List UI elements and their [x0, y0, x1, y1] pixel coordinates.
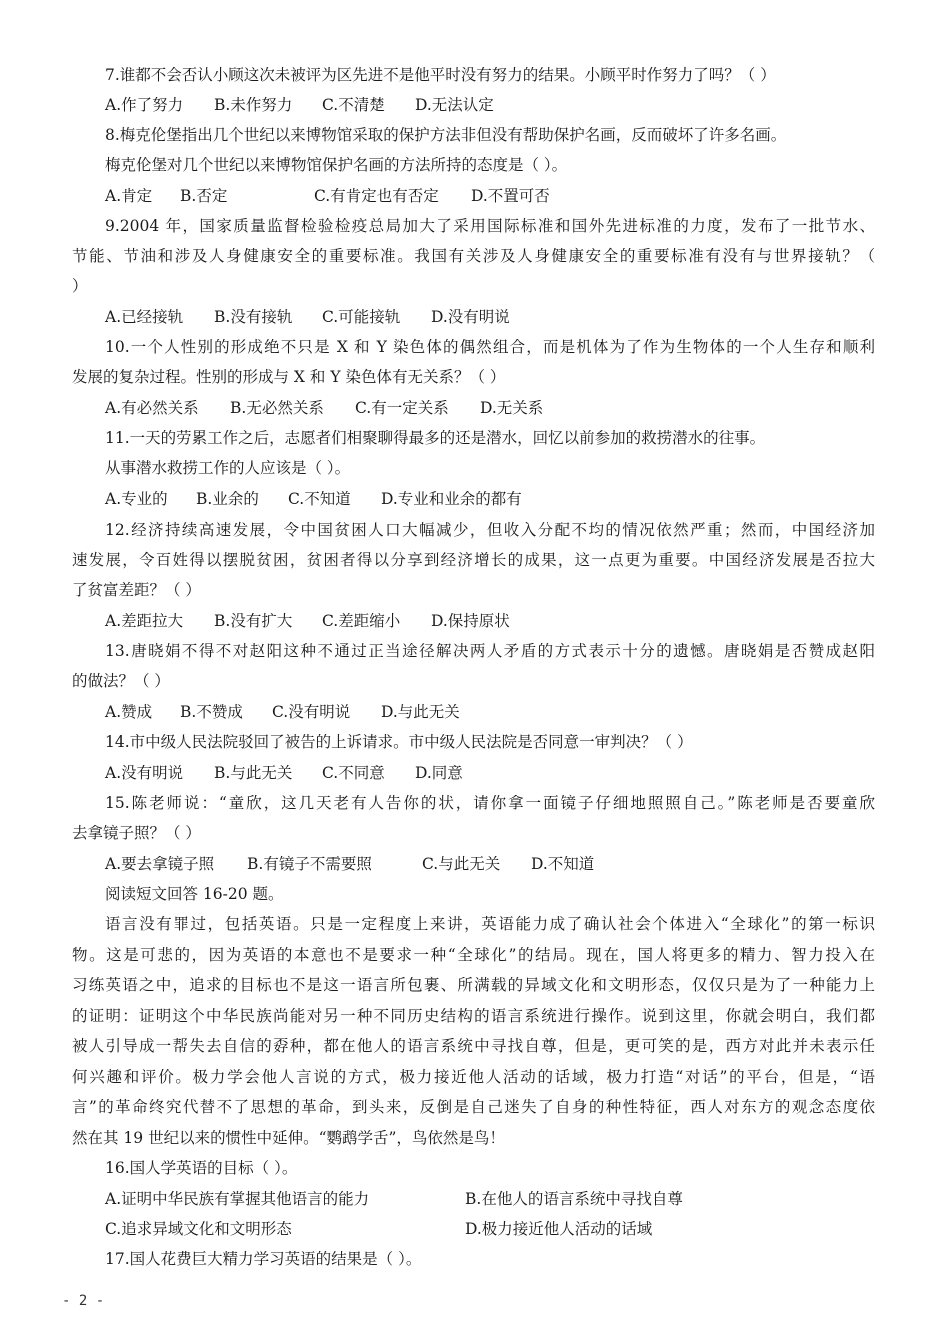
- q16-option-c: C.追求异域文化和文明形态: [105, 1220, 292, 1238]
- q13-option-b: B.不赞成: [180, 703, 243, 721]
- reading-intro: 阅读短文回答 16-20 题。: [105, 885, 284, 903]
- q9-option-a: A.已经接轨: [105, 308, 184, 326]
- q14-option-b: B.与此无关: [214, 764, 293, 782]
- q10-option-c: C.有一定关系: [355, 399, 449, 417]
- q7-option-a: A.作了努力: [105, 96, 184, 114]
- q7-option-c: C.不清楚: [322, 96, 385, 114]
- q14-option-c: C.不同意: [322, 764, 385, 782]
- q12-option-b: B.没有扩大: [214, 612, 293, 630]
- q15-option-b: B.有镜子不需要照: [247, 855, 372, 873]
- q14-option-a: A.没有明说: [105, 764, 184, 782]
- question-9-stem-line1: 9.2004 年，国家质量监督检验检疫总局加大了采用国际标准和国外先进标准的力度，发布了一批节水、: [105, 217, 875, 235]
- q12-option-c: C.差距缩小: [322, 612, 401, 630]
- q11-option-c: C.不知道: [288, 490, 351, 508]
- question-7-stem: 7.谁都不会否认小顾这次未被评为区先进不是他平时没有努力的结果。小顾平时作努力了吗？（ ）: [105, 66, 776, 84]
- q8-option-c: C.有肯定也有否定: [314, 187, 439, 205]
- question-15-stem-line2: 去拿镜子照？（ ）: [72, 824, 201, 842]
- q13-option-d: D.与此无关: [381, 703, 460, 721]
- q10-option-b: B.无必然关系: [230, 399, 324, 417]
- question-10-stem-line1: 10.一个人性别的形成绝不只是 X 和 Y 染色体的偶然组合，而是机体为了作为生物体的一个人生存和顺利: [105, 338, 875, 356]
- page-number: - 2 -: [62, 1293, 105, 1309]
- passage-line-2: 物。这是可悲的，因为英语的本意也不是要求一种“全球化”的结局。现在，国人将更多的精力、智力投入在: [72, 946, 875, 964]
- passage-line-7: 言”的革命终究代替不了思想的革命，到头来，反倒是自己迷失了自身的种性特征，西人对东方的观念态度依: [72, 1098, 875, 1116]
- question-8-stem-line1: 8.梅克伦堡指出几个世纪以来博物馆采取的保护方法非但没有帮助保护名画，反而破坏了许多名画。: [105, 126, 787, 144]
- q9-option-c: C.可能接轨: [322, 308, 401, 326]
- passage-line-5: 被人引导成一帮失去自信的孬种，都在他人的语言系统中寻找自尊，但是，更可笑的是，西方对此并未表示任: [72, 1037, 875, 1055]
- question-9-stem-line3: ）: [72, 277, 88, 295]
- passage-line-6: 何兴趣和评价。极力学会他人言说的方式，极力接近他人活动的话域，极力打造“对话”的平台，但是，“语: [72, 1068, 875, 1086]
- q14-option-d: D.同意: [415, 764, 463, 782]
- question-12-stem-line3: 了贫富差距？（ ）: [72, 581, 201, 599]
- question-16-stem: 16.国人学英语的目标（ ）。: [105, 1159, 298, 1177]
- passage-line-8: 然在其 19 世纪以来的惯性中延伸。“鹦鹉学舌”，鸟依然是鸟！: [72, 1129, 505, 1147]
- q10-option-d: D.无关系: [480, 399, 544, 417]
- q11-option-b: B.业余的: [196, 490, 259, 508]
- passage-line-3: 习练英语之中，追求的目标也不是这一语言所包裹、所满载的异域文化和文明形态，仅仅只是为了一种能力上: [72, 976, 875, 994]
- q13-option-a: A.赞成: [105, 703, 153, 721]
- question-15-stem-line1: 15.陈老师说：“童欣，这几天老有人告你的状，请你拿一面镜子仔细地照照自己。”陈老师是否要童欣: [105, 794, 875, 812]
- q16-option-d: D.极力接近他人活动的话域: [465, 1220, 653, 1238]
- q12-option-a: A.差距拉大: [105, 612, 184, 630]
- q9-option-b: B.没有接轨: [214, 308, 293, 326]
- q8-option-d: D.不置可否: [471, 187, 550, 205]
- q16-option-a: A.证明中华民族有掌握其他语言的能力: [105, 1190, 370, 1208]
- question-14-stem: 14.市中级人民法院驳回了被告的上诉请求。市中级人民法院是否同意一审判决？（ ）: [105, 733, 693, 751]
- q13-option-c: C.没有明说: [272, 703, 351, 721]
- q9-option-d: D.没有明说: [431, 308, 510, 326]
- q15-option-d: D.不知道: [531, 855, 595, 873]
- q15-option-a: A.要去拿镜子照: [105, 855, 215, 873]
- question-11-stem-line2: 从事潜水救捞工作的人应该是（ ）。: [105, 459, 351, 477]
- question-8-stem-line2: 梅克伦堡对几个世纪以来博物馆保护名画的方法所持的态度是（ ）。: [105, 156, 568, 174]
- question-12-stem-line2: 速发展，令百姓得以摆脱贫困，贫困者得以分享到经济增长的成果，这一点更为重要。中国经济发展是否拉大: [72, 551, 875, 569]
- q11-option-d: D.专业和业余的都有: [381, 490, 522, 508]
- passage-line-1: 语言没有罪过，包括英语。只是一定程度上来讲，英语能力成了确认社会个体进入“全球化”的第一标识: [105, 915, 875, 933]
- q7-option-b: B.未作努力: [214, 96, 293, 114]
- question-12-stem-line1: 12.经济持续高速发展，令中国贫困人口大幅减少，但收入分配不均的情况依然严重；然而，中国经济加: [105, 521, 875, 539]
- question-17-stem: 17.国人花费巨大精力学习英语的结果是（ ）。: [105, 1250, 422, 1268]
- q12-option-d: D.保持原状: [431, 612, 510, 630]
- question-13-stem-line2: 的做法？（ ）: [72, 672, 170, 690]
- q16-option-b: B.在他人的语言系统中寻找自尊: [465, 1190, 683, 1208]
- passage-line-4: 的证明：证明这个中华民族尚能对另一种不同历史结构的语言系统进行操作。说到这里，你就会明白，我们都: [72, 1007, 875, 1025]
- q11-option-a: A.专业的: [105, 490, 168, 508]
- q8-option-b: B.否定: [180, 187, 228, 205]
- q8-option-a: A.肯定: [105, 187, 153, 205]
- question-11-stem-line1: 11.一天的劳累工作之后，志愿者们相聚聊得最多的还是潜水，回忆以前参加的救捞潜水的往事。: [105, 429, 766, 447]
- question-9-stem-line2: 节能、节油和涉及人身健康安全的重要标准。我国有关涉及人身健康安全的重要标准有没有与世界接轨？（: [72, 247, 875, 265]
- question-13-stem-line1: 13.唐晓娟不得不对赵阳这种不通过正当途径解决两人矛盾的方式表示十分的遗憾。唐晓娟是否赞成赵阳: [105, 642, 875, 660]
- q7-option-d: D.无法认定: [415, 96, 494, 114]
- question-10-stem-line2: 发展的复杂过程。性别的形成与 X 和 Y 染色体有无关系？（ ）: [72, 368, 506, 386]
- q15-option-c: C.与此无关: [422, 855, 501, 873]
- q10-option-a: A.有必然关系: [105, 399, 199, 417]
